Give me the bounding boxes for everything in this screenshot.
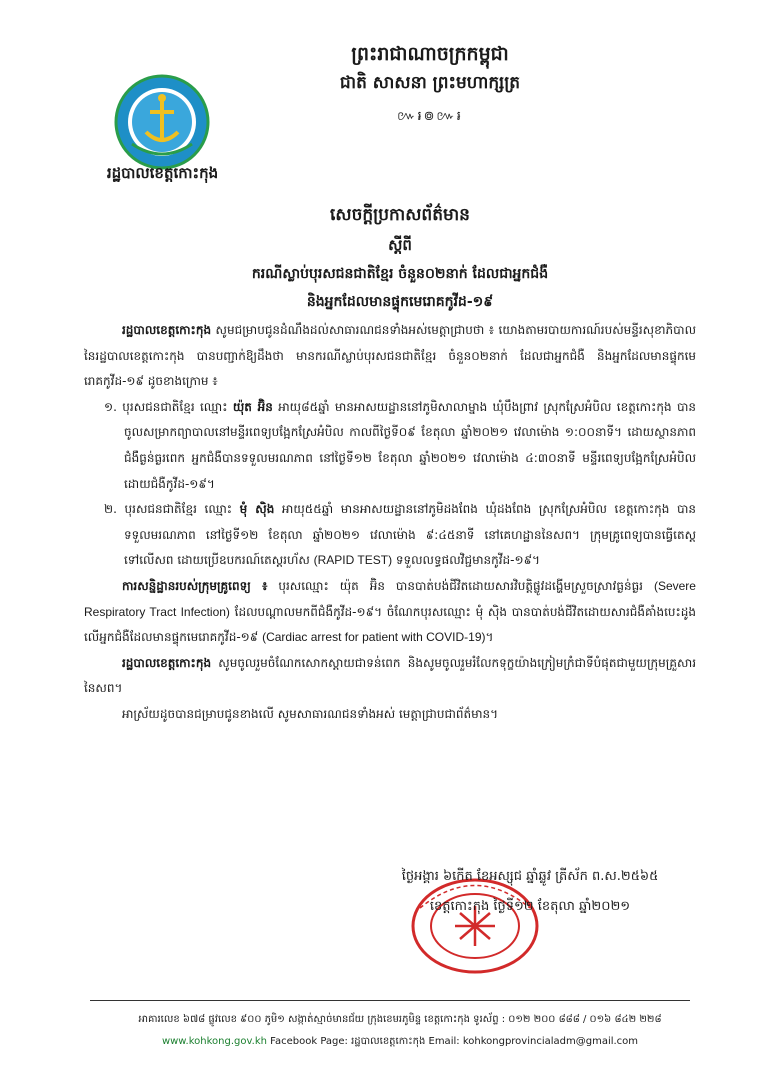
subject-line-2: និងអ្នកដែលមានផ្ទុកមេរោគកូវីដ-១៩ — [306, 294, 494, 310]
kingdom-heading: ព្រះរាជាណាចក្រកម្ពុជា — [351, 43, 509, 65]
item2-text-b: អាយុ៥៥ឆ្នាំ មានអាសយដ្ឋាននៅភូមិដងពែង ឃុំដងពែង ស្រុកស្រែអំបិល ខេត្តកោះកុង បានទទួលមរណភាព នៅថ្ងៃទី១២ ខែតុលា ឆ្នាំ២០២១ វេលាម៉ោង ៩:៤៥នាទី នៅគេហដ្ឋាននៃសព។ ក្រុមគ្រូពេទ្យបានធ្វើតេស្តទៅលើសព ដោយប្រើឧបករណ៍តេស្តរហ័ស — [124, 502, 696, 568]
case-item-2 — [84, 497, 696, 574]
item2-number: ២. — [104, 502, 117, 517]
item2-text-a: បុរសជនជាតិខ្មែរ ឈ្មោះ — [124, 502, 240, 517]
diagnosis-paragraph — [84, 574, 696, 651]
national-motto: ជាតិ សាសនា ព្រះមហាក្សត្រ — [339, 73, 521, 93]
diagnosis-lead: ការសន្និដ្ឋានរបស់ក្រុមគ្រូពេទ្យ ៖ — [122, 578, 268, 593]
condolence-text: សូមចូលរួមចំណែកសោកស្តាយជាទន់ពេក និងសូមចូលរួមរំលែកទុក្ខយ៉ាងក្រៀមក្រំជាទីបំផុតជាមួយក្រុមគ្រួសារនៃសព។ — [84, 655, 696, 696]
signature-date-block — [360, 862, 700, 922]
footer-address: អាគារលេខ ៦៧៨ ផ្លូវលេខ ៩០០ ភូមិ១ សង្កាត់ស្មាច់មានជ័យ ក្រុងខេមរភូមិន្ទ ខេត្តកោះកុង ទូរស័ព្ទ : ០១២ ២០០ ៨៨៨ / ០១៦ ៨៤២ ២២៨ — [138, 1014, 662, 1025]
condolence-lead: រដ្ឋបាលខេត្តកោះកុង — [122, 655, 212, 670]
logo-caption: រដ្ឋបាលខេត្តកោះកុង — [106, 164, 219, 182]
diagnosis-latin-b: (Cardiac arrest for patient with COVID-19) — [262, 630, 486, 645]
footer-facebook-label: Facebook Page: — [270, 1036, 348, 1047]
document-subtitle: ស្តីពី — [388, 236, 412, 254]
item2-name: មុំ ស៊ិង — [239, 502, 275, 517]
item2-latin: (RAPID TEST) — [313, 553, 393, 568]
item1-name: យ៉ុត អ៊ិន — [232, 399, 273, 414]
footer-facebook-name[interactable]: រដ្ឋបាលខេត្តកោះកុង — [351, 1036, 426, 1047]
diagnosis-text-c: ។ — [485, 630, 494, 645]
solar-date: ខេត្តកោះកុង ថ្ងៃទី១២ ខែតុលា ឆ្នាំ២០២១ — [429, 899, 631, 914]
document-body — [84, 318, 696, 728]
decorative-ornament: ៚៛៙៚៛ — [397, 109, 463, 124]
footer-email[interactable]: kohkongprovincialadm@gmail.com — [462, 1036, 639, 1047]
case-item-1 — [84, 395, 696, 497]
diagnosis-text-b: ដែលបណ្តាលមកពីជំងឺកូវីដ-១៩។ ចំណែកបុរសឈ្មោះ មុំ ស៊ិង បានបាត់បង់ជីវិតដោយសារជំងឺគាំងបេះដូង លើអ្នកជំងឺដែលមានផ្ទុកមេរោគកូវីដ-១៩ — [84, 604, 697, 645]
footer-divider — [90, 1000, 690, 1001]
item2-text-c: ទទួលលទ្ធផលវិជ្ជមានកូវីដ-១៩។ — [392, 553, 540, 568]
intro-text: សូមជម្រាបជូនដំណឹងដល់សាធារណជនទាំងអស់មេត្តាជ្រាបថា ៖ យោងតាមរបាយការណ៍របស់មន្ទីរសុខាភិបាល នៃរដ្ឋបាលខេត្តកោះកុង បានបញ្ជាក់ឱ្យដឹងថា មានករណីស្លាប់បុរសជនជាតិខ្មែរ ចំនួន០២នាក់ ដែលជាអ្នកជំងឺ និងអ្នកដែលមានផ្ទុកមេរោគកូវីដ-១៩ ដូចខាងក្រោម ៖ — [84, 323, 696, 389]
footer-email-label: Email: — [428, 1036, 460, 1047]
item1-text-b: អាយុ៨៥ឆ្នាំ មានអាសយដ្ឋាននៅភូមិសាលាម្នាង ឃុំបឹងព្រាវ ស្រុកស្រែអំបិល ខេត្តកោះកុង បានចូលសម្រាកព្យាបាលនៅមន្ទីរពេទ្យបង្អែកស្រែអំបិល កាលពីថ្ងៃទី០៩ ខែតុលា ឆ្នាំ២០២១ វេលាម៉ោង ១:០០នាទី។ ដោយស្ថានភាពជំងឺធ្ងន់ធ្ងរពេក អ្នកជំងឺបានទទួលមរណភាព នៅថ្ងៃទី១២ ខែតុលា ឆ្នាំ២០២១ វេលាម៉ោង ៤:៣០នាទី មន្ទីរពេទ្យបង្អែកស្រែអំបិល ដោយជំងឺកូវីដ-១៩។ — [124, 399, 696, 491]
intro-lead: រដ្ឋបាលខេត្តកោះកុង — [122, 323, 212, 337]
diagnosis-latin-a: (Severe Respiratory Tract Infection) — [84, 578, 696, 619]
condolence-paragraph — [84, 651, 696, 702]
intro-paragraph — [84, 318, 696, 395]
item1-text-a: បុរសជនជាតិខ្មែរ ឈ្មោះ — [122, 399, 233, 414]
footer-contacts — [60, 1034, 740, 1049]
closing-paragraph: អាស្រ័យដូចបានជម្រាបជូនខាងលើ សូមសាធារណជនទាំងអស់ មេត្តាជ្រាបជាព័ត៌មាន។ — [122, 706, 499, 721]
lunar-date: ថ្ងៃអង្គារ ៦កើត ខែអស្សុជ ឆ្នាំឆ្លូវ ត្រីស័ក ព.ស.២៥៦៥ — [401, 869, 659, 884]
subject-line-1: ករណីស្លាប់បុរសជនជាតិខ្មែរ ចំនួន០២នាក់ ដែលជាអ្នកជំងឺ — [251, 266, 549, 282]
document-title: សេចក្តីប្រកាសព័ត៌មាន — [330, 205, 470, 225]
item1-number: ១. — [104, 399, 117, 414]
provincial-seal-logo — [112, 72, 212, 172]
diagnosis-text-a: បុរសឈ្មោះ យ៉ុត អ៊ិន បានបាត់បង់ជីវិតដោយសារវិបត្តិផ្លូវដង្ហើមស្រួចស្រាវធ្ងន់ធ្ងរ — [267, 578, 654, 593]
footer-website[interactable]: www.kohkong.gov.kh — [161, 1036, 267, 1047]
